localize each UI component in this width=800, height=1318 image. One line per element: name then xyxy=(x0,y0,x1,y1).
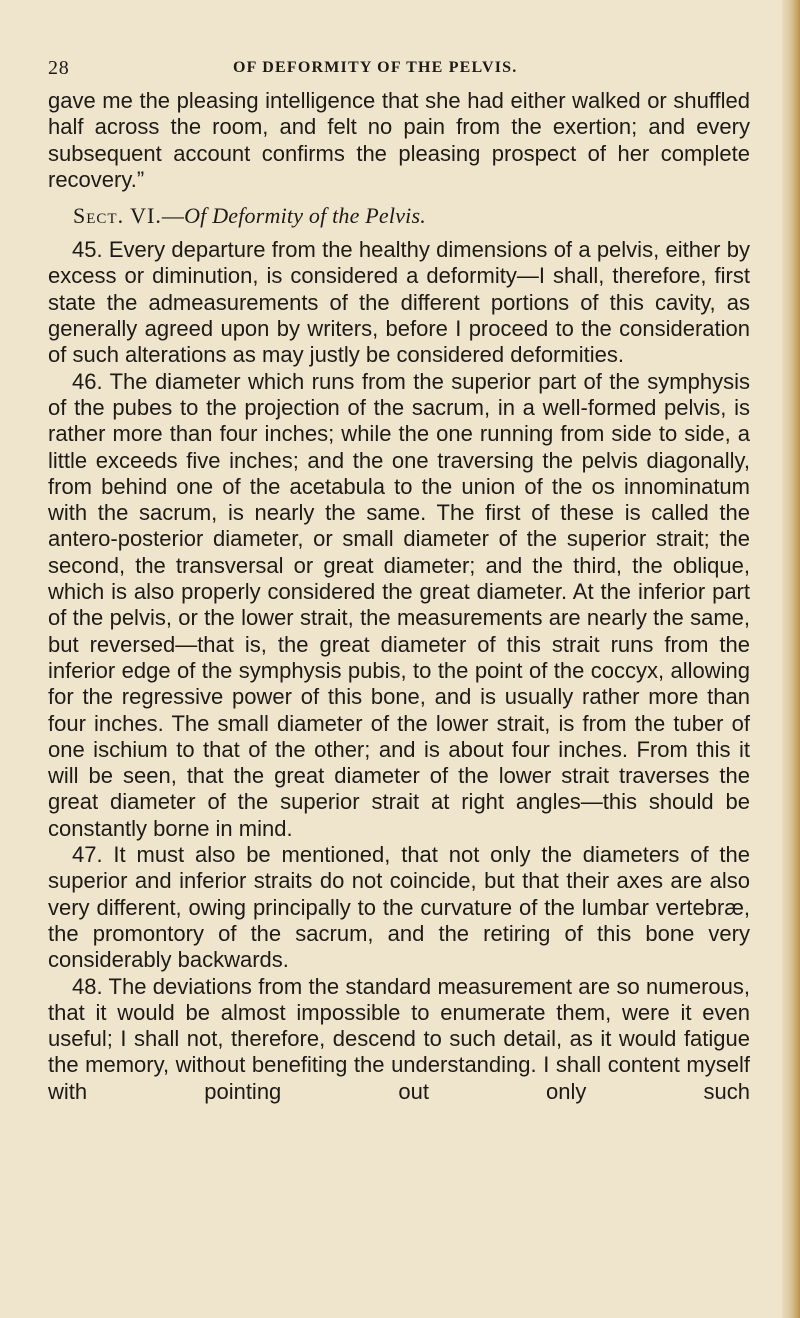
paragraph-45: 45. Every departure from the healthy dimensions of a pelvis, either by excess or diminution, is considered a deformity—I shall, therefore, first state the admeasurements of the different portions of this cavity, as generally agreed upon by writers, before I proceed to the consideration of such alterations as may justly be considered deformities. xyxy=(48,237,750,368)
paragraph-continued: gave me the pleasing intelligence that she had either walked or shuffled half across the room, and felt no pain from the exertion; and every subsequent account confirms the pleasing prospect of her complete recovery.” xyxy=(48,88,750,192)
section-title: Of Deformity of the Pelvis. xyxy=(184,203,426,229)
paragraph-48: 48. The deviations from the standard measurement are so numerous, that it would be almost impossible to enumerate them, were it even useful; I shall not, therefore, descend to such detail, as it would fatigue the memory, without benefiting the understanding. I shall content myself with pointing out only such xyxy=(48,973,750,1104)
section-heading xyxy=(48,201,750,231)
page-edge xyxy=(782,0,800,1318)
section-dash: — xyxy=(161,203,185,229)
paragraph-46: 46. The diameter which runs from the superior part of the symphysis of the pubes to the projection of the sacrum, in a well-formed pelvis, is rather more than four inches; while the one running from side to side, a little exceeds five inches; and the one traversing the pelvis diagonally, from behind one of the acetabula to the union of the os innominatum with the sacrum, is nearly the same. The first of these is called the antero-posterior diameter, or small diameter of the superior strait; the second, the transversal or great diameter; and the third, the oblique, which is also properly considered the great diameter. At the inferior part of the pelvis, or the lower strait, the measurements are nearly the same, but reversed—that is, the great diameter of this strait runs from the inferior edge of the symphysis pubis, to the point of the coccyx, allowing for the regressive power of this bone, and is usually rather more than four inches. The small diameter of the lower strait, is from the tuber of one ischium to that of the other; and is about four inches. From this it will be seen, that the great diameter of the lower strait traverses the great diameter of the superior strait at right angles—this should be constantly borne in mind. xyxy=(48,368,750,841)
page-number: 28 xyxy=(48,57,70,79)
running-head: OF DEFORMITY OF THE PELVIS. xyxy=(233,59,518,76)
page-header xyxy=(48,57,750,87)
section-label: Sect. VI. xyxy=(73,203,162,229)
paragraph-47: 47. It must also be mentioned, that not only the diameters of the superior and inferior straits do not coincide, but that their axes are also very different, owing principally to the curvature of the lumbar vertebræ, the promontory of the sacrum, and the retiring of this bone very considerably backwards. xyxy=(48,842,750,973)
page-body xyxy=(48,88,750,1105)
